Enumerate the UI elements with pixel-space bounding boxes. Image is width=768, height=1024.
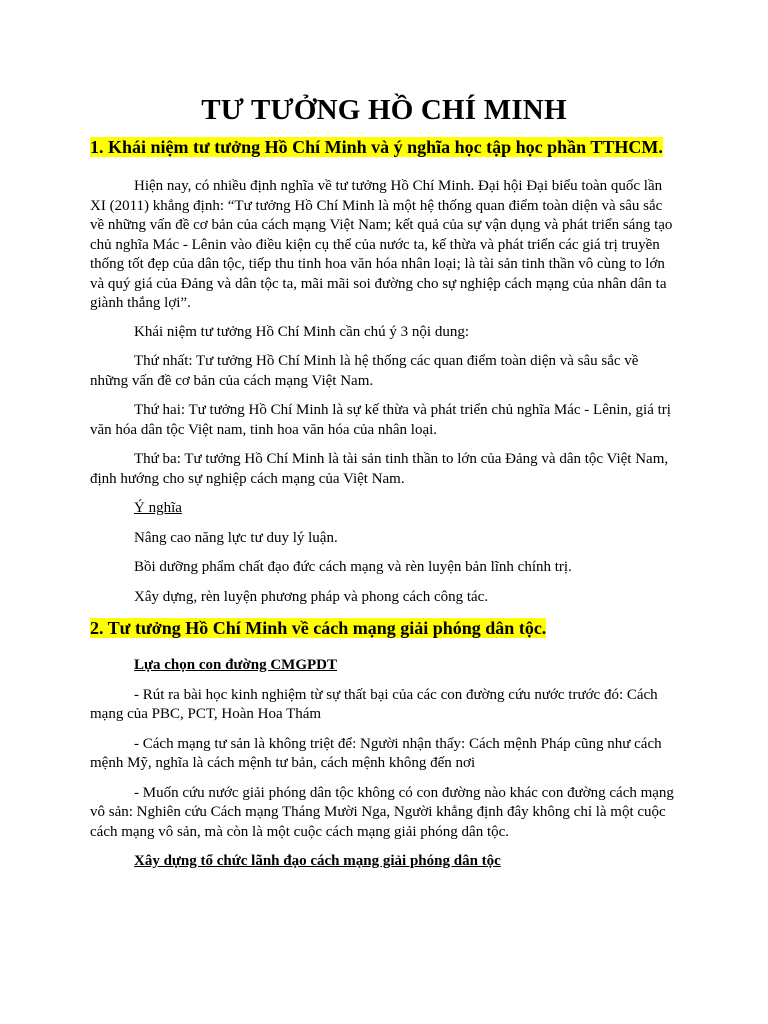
path-choice-item: - Rút ra bài học kinh nghiệm từ sự thất bại của các con đường cứu nước trước đó: Cách mạng của PBC, PCT, Hoàn Hoa Thám [90, 686, 658, 722]
meaning-item: Bồi dưỡng phẩm chất đạo đức cách mạng và rèn luyện bản lĩnh chính trị. [134, 559, 572, 575]
section-2-heading-text: 2. Tư tưởng Hồ Chí Minh về cách mạng giải phóng dân tộc. [90, 618, 547, 638]
section-1-heading [90, 136, 678, 158]
second-point-paragraph: Thứ hai: Tư tưởng Hồ Chí Minh là sự kế thừa và phát triển chủ nghĩa Mác - Lênin, giá trị văn hóa dân tộc Việt nam, tinh hoa văn hóa của nhân loại. [90, 402, 671, 438]
meaning-subheading-text: Ý nghĩa [134, 500, 182, 516]
document-title: TƯ TƯỞNG HỒ CHÍ MINH [201, 94, 567, 126]
path-choice-item: - Cách mạng tư sản là không triệt để: Người nhận thấy: Cách mệnh Pháp cũng như cách mệnh Mỹ, nghĩa là cách mệnh tư bản, cách mệnh không đến nơi [90, 735, 662, 771]
path-choice-item: - Muốn cứu nước giải phóng dân tộc không có con đường nào khác con đường cách mạng vô sản: Nghiên cứu Cách mạng Tháng Mười Nga, Người khẳng định đây không chỉ là một cuộc cách mạng vô sản, mà còn là một cuộc cách mạng giải phóng dân tộc. [90, 784, 674, 840]
concept-note-paragraph: Khái niệm tư tưởng Hồ Chí Minh cần chú ý 3 nội dung: [134, 323, 469, 340]
meaning-subheading [90, 499, 678, 519]
meaning-item: Xây dựng, rèn luyện phương pháp và phong cách công tác. [134, 588, 489, 605]
path-choice-subheading-text: Lựa chọn con đường CMGPDT [134, 657, 337, 673]
leadership-organization-subheading-text: Xây dựng tổ chức lãnh đạo cách mạng giải phóng dân tộc [134, 853, 501, 869]
section-2-heading [90, 617, 678, 639]
first-point-paragraph: Thứ nhất: Tư tưởng Hồ Chí Minh là hệ thống các quan điểm toàn diện và sâu sắc về những vấn đề cơ bản của cách mạng Việt Nam. [90, 353, 639, 389]
path-choice-subheading [90, 656, 678, 676]
third-point-paragraph: Thứ ba: Tư tưởng Hồ Chí Minh là tài sản tinh thần to lớn của Đảng và dân tộc Việt Nam, định hướng cho sự nghiệp cách mạng của Việt Nam. [90, 451, 669, 487]
section-1-heading-text: 1. Khái niệm tư tưởng Hồ Chí Minh và ý nghĩa học tập học phần TTHCM. [90, 137, 663, 157]
section-1-intro-paragraph: Hiện nay, có nhiều định nghĩa về tư tưởng Hồ Chí Minh. Đại hội Đại biểu toàn quốc lần XI (2011) khẳng định: “Tư tưởng Hồ Chí Minh là một hệ thống quan điểm toàn diện và sâu sắc về những vấn đề cơ bản của cách mạng Việt Nam; kết quả của sự vận dụng và phát triển sáng tạo chủ nghĩa Mác - Lênin vào điều kiện cụ thể của nước ta, kế thừa và phát triển các giá trị truyền thống tốt đẹp của dân tộc, tiếp thu tinh hoa văn hóa nhân loại; là tài sản tinh thần vô cùng to lớn và quý giá của Đảng và dân tộc ta, mãi mãi soi đường cho sự nghiệp cách mạng của nhân dân ta giành thắng lợi”. [90, 178, 673, 311]
leadership-organization-subheading [90, 852, 678, 872]
meaning-item: Nâng cao năng lực tư duy lý luận. [134, 529, 338, 546]
